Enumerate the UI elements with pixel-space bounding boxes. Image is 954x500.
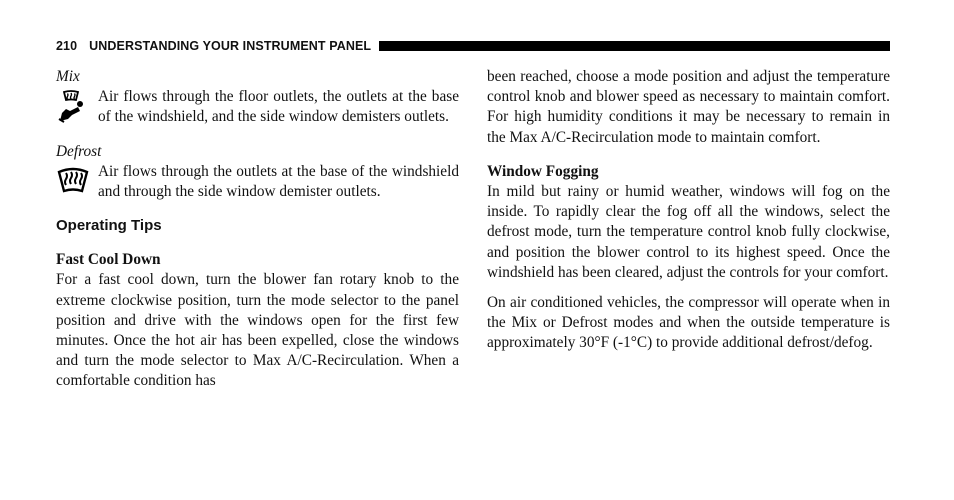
fast-cool-down-continuation: been reached, choose a mode position and adjust the temperature control knob and blower speed as necessary to maintain comfort. For high humidity conditions it may be necessary to remain in the Max A/C-Recirculation mode to maintain comfort. [487, 68, 890, 146]
page-header [56, 38, 890, 54]
fast-cool-down-heading: Fast Cool Down [56, 251, 161, 269]
window-fogging-text: In mild but rainy or humid weather, windows will fog on the inside. To rapidly clear the fog off all the windows, select the defrost mode, turn the temperature control knob fully clockwise, and position the blower control to its highest speed. Once the windshield has been cleared, adjust the controls for your comfort. [487, 183, 890, 281]
mix-description: Air flows through the floor outlets, the outlets at the base of the windshield, and the side window demisters outlets. [98, 88, 459, 126]
section-title: UNDERSTANDING YOUR INSTRUMENT PANEL [89, 39, 372, 53]
compressor-note: On air conditioned vehicles, the compressor will operate when in the Mix or Defrost modes and when the outside temperature is approximately 30°F (-1°C) to provide additional defrost/defog. [487, 294, 890, 352]
mix-section [56, 87, 459, 127]
defrost-section [56, 162, 459, 202]
windshield-defrost-icon [56, 164, 90, 198]
left-column [56, 67, 459, 392]
defrost-description: Air flows through the outlets at the base of the windshield and through the side window demister outlets. [98, 162, 459, 201]
operating-tips-heading: Operating Tips [56, 217, 162, 235]
mix-heading: Mix [56, 68, 80, 85]
fast-cool-down-text: For a fast cool down, turn the blower fan rotary knob to the extreme clockwise position, turn the mode selector to the panel position and drive with the windows open for the first few minutes. Once the hot air has been expelled, close the windows and turn the mode selector to Max A/C-Recirculation. When a comfortable condition has [56, 271, 459, 390]
header-rule [379, 41, 890, 51]
right-column [487, 67, 890, 354]
defrost-heading: Defrost [56, 142, 102, 160]
page-number: 210 [56, 39, 78, 53]
window-fogging-heading: Window Fogging [487, 162, 599, 180]
floor-defrost-mix-icon [56, 89, 90, 123]
